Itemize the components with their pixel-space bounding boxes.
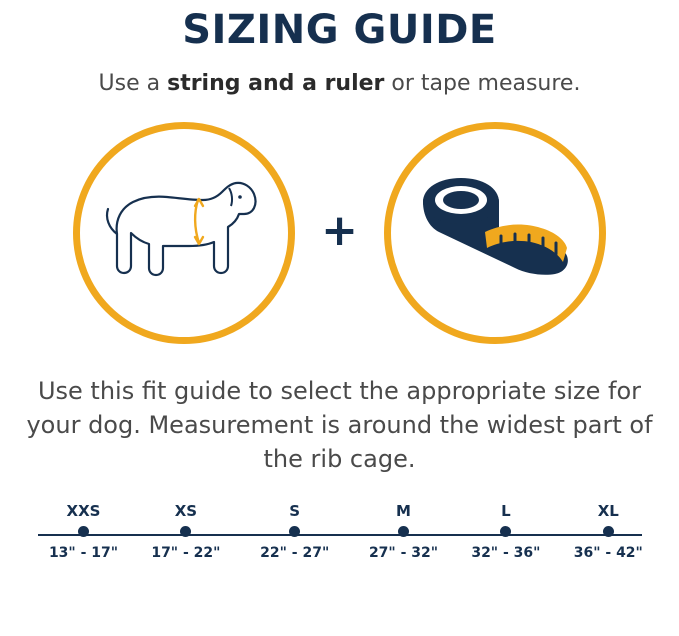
icon-row <box>0 122 679 344</box>
scale-stop-label: XXS <box>66 502 101 520</box>
scale-stop-label: XL <box>597 502 619 520</box>
scale-stop-l <box>451 502 561 562</box>
scale-stop-label: S <box>289 502 301 520</box>
scale-stop-label: L <box>501 502 511 520</box>
tape-icon-circle <box>384 122 606 344</box>
dog-icon-circle <box>73 122 295 344</box>
dog-measure-icon <box>99 156 269 310</box>
subtitle-part-3: or tape measure. <box>384 71 581 96</box>
scale-stop-xl <box>553 502 663 562</box>
scale-stop-xs <box>131 502 241 562</box>
scale-stop-dot <box>180 526 191 537</box>
scale-stop-xxs <box>29 502 139 562</box>
scale-stop-range: 32" - 36" <box>471 545 541 561</box>
scale-stop-range: 22" - 27" <box>260 545 330 561</box>
sizing-guide-page <box>0 6 679 636</box>
page-title: SIZING GUIDE <box>182 7 497 53</box>
scale-stop-dot <box>289 526 300 537</box>
scale-stop-dot <box>398 526 409 537</box>
subtitle-part-1: Use a <box>98 71 168 96</box>
scale-stop-dot <box>603 526 614 537</box>
scale-stop-range: 17" - 22" <box>151 545 221 561</box>
scale-stop-s <box>240 502 350 562</box>
scale-stop-range: 13" - 17" <box>48 545 119 561</box>
plus-symbol: + <box>321 205 358 256</box>
subtitle <box>0 70 679 98</box>
size-scale <box>20 502 660 582</box>
scale-stop-label: M <box>396 502 411 520</box>
scale-stop-dot <box>78 526 89 537</box>
scale-stop-m <box>349 502 459 562</box>
subtitle-part-2-strong: string and a ruler <box>167 71 385 96</box>
scale-stop-label: XS <box>174 502 198 520</box>
scale-stop-range: 36" - 42" <box>573 545 643 561</box>
tape-measure-icon <box>415 166 575 300</box>
scale-stop-range: 27" - 32" <box>368 545 439 561</box>
scale-stop-dot <box>500 526 511 537</box>
body-text: Use this fit guide to select the appropriate size for your dog. Measurement is around the widest part of the rib cage. <box>26 377 653 473</box>
